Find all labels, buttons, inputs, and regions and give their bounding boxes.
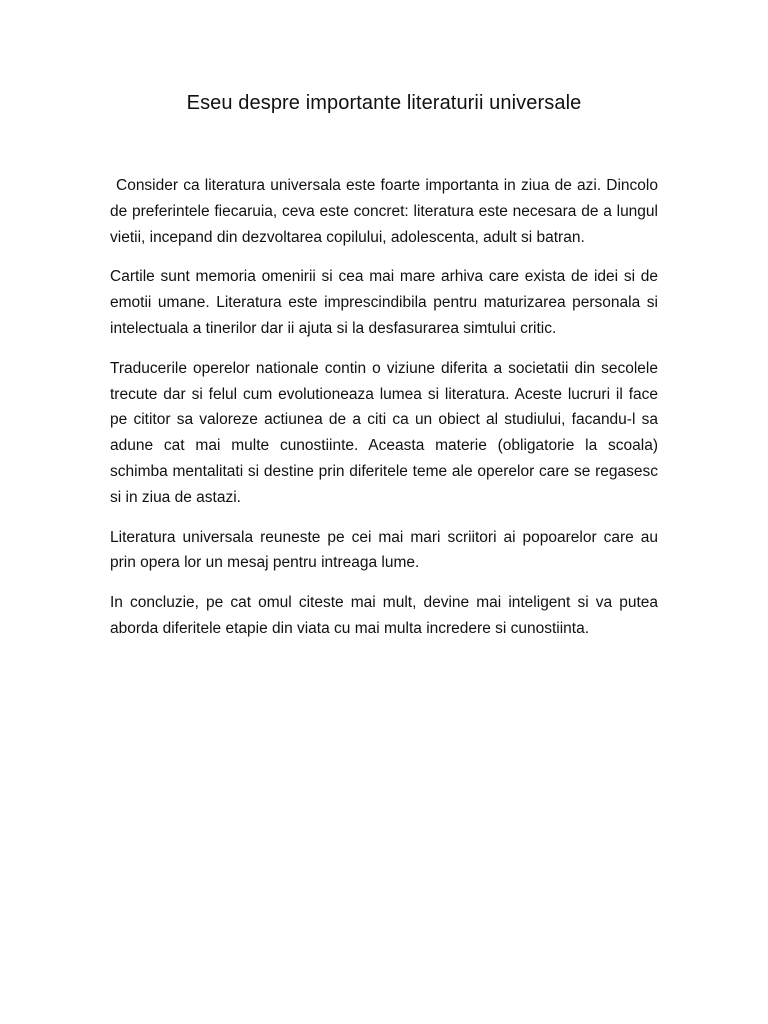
page-title: Eseu despre importante literaturii universale [186, 92, 582, 114]
essay-body [110, 173, 658, 656]
paragraph-universal: Literatura universala reuneste pe cei mai mari scriitori ai popoarelor care au prin opera lor un mesaj pentru intreaga lume. [110, 528, 658, 572]
paragraph-books: Cartile sunt memoria omenirii si cea mai mare arhiva care exista de idei si de emotii umane. Literatura este imprescindibila pentru maturizarea personala si intelectuala a tinerilor dar ii ajuta si la desfasurarea simtului critic. [110, 268, 658, 337]
paragraph-intro: Consider ca literatura universala este foarte importanta in ziua de azi. Dincolo de preferintele fiecaruia, ceva este concret: literatura este necesara de a lungul vietii, incepand din dezvoltarea copilului, adolescenta, adult si batran. [110, 177, 658, 246]
paragraph-translations: Traducerile operelor nationale contin o viziune diferita a societatii din secolele trecute dar si felul cum evolutioneaza lumea si literatura. Aceste lucruri il face pe cititor sa valoreze actiunea de a citi ca un obiect al studiului, facandu-l sa adune cat mai multe cunostiinte. Aceasta materie (obligatorie la scoala) schimba mentalitati si destine prin diferitele teme ale operelor care se regasesc si in ziua de astazi. [110, 359, 658, 506]
paragraph-conclusion: In concluzie, pe cat omul citeste mai mult, devine mai inteligent si va putea aborda diferitele etapie din viata cu mai multa incredere si cunostiinta. [110, 594, 658, 637]
